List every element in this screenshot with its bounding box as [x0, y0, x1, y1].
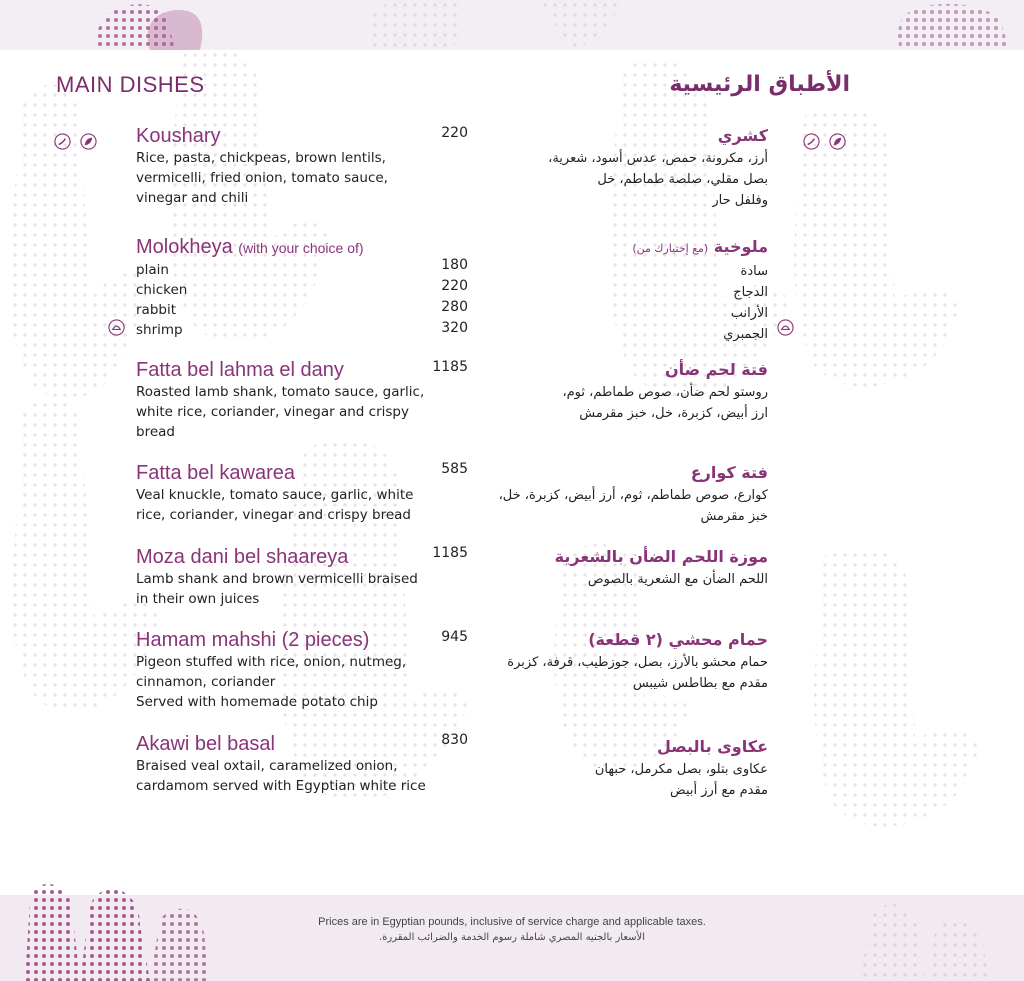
item-name-ar: حمام محشي (٢ قطعة) — [588, 630, 768, 649]
shellfish-icon — [777, 319, 794, 336]
menu-item-ar-koushary — [448, 124, 768, 211]
item-name-ar: كشري — [717, 126, 768, 145]
vegetarian-icon — [80, 133, 97, 150]
footer-note-ar: الأسعار بالجنيه المصري شاملة رسوم الخدمة والضرائب المقررة. — [378, 932, 646, 943]
item-price: 220 — [441, 125, 468, 141]
item-note: (with your choice of) — [238, 240, 364, 256]
footer-note-en: Prices are in Egyptian pounds, inclusive of service charge and applicable taxes. — [318, 916, 706, 928]
item-name-ar: ملوخية (مع إختيارك من) — [632, 237, 768, 256]
item-description-ar: اللحم الضأن مع الشعرية بالصوص — [587, 572, 768, 587]
item-name: Hamam mahshi (2 pieces) — [136, 629, 370, 651]
section-title-en: MAIN DISHES — [56, 72, 205, 97]
menu-item-akawi-basal — [136, 732, 426, 796]
item-description-ar: عكاوى بتلو، بصل مكرمل، حبهان مقدم مع أرز أبيض — [594, 762, 768, 798]
menu-item-fatta-kawarea — [136, 461, 426, 525]
item-description-ar: كوارع، صوص طماطم، ثوم، أرز أبيض، كزبرة، خل، خبز مقرمش — [498, 488, 768, 524]
item-description-ar: أرز، مكرونة، حمص، عدس أسود، شعرية، بصل مقلي، صلصة طماطم، خل وفلفل حار — [548, 151, 768, 208]
item-options-ar: سادة الدجاج الأرانب الجمبري — [723, 264, 768, 342]
item-description-ar: حمام محشو بالأرز، بصل، جوزطيب، قرفة، كزبرة مقدم مع بطاطس شيبس — [507, 655, 768, 691]
item-price: 830 — [441, 732, 468, 748]
option-price: 180 — [441, 257, 468, 273]
chili-icon — [54, 133, 71, 150]
menu-item-moza-dani — [136, 545, 426, 609]
item-name-ar: موزة اللحم الضأن بالشعرية — [554, 547, 768, 566]
item-name: Koushary — [136, 125, 221, 147]
item-price: 585 — [441, 461, 468, 477]
option-chicken: chicken — [136, 282, 188, 298]
item-name: Akawi bel basal — [136, 733, 275, 755]
item-description: Roasted lamb shank, tomato sauce, garlic, white rice, coriander, vinegar and crispy bread — [136, 384, 425, 440]
menu-item-molokheya — [136, 235, 426, 340]
menu-item-ar-hamam-mahshi — [448, 628, 768, 694]
item-description: Rice, pasta, chickpeas, brown lentils, vermicelli, fried onion, tomato sauce, vinegar and chili — [136, 150, 388, 206]
item-name: Fatta bel lahma el dany — [136, 359, 344, 381]
vegetarian-icon — [829, 133, 846, 150]
menu-item-ar-molokheya — [448, 235, 768, 345]
section-title-ar: الأطباق الرئيسية — [669, 72, 850, 97]
item-name: Fatta bel kawarea — [136, 462, 295, 484]
menu-item-ar-moza-dani — [448, 545, 768, 590]
item-name-ar: فتة كوارع — [690, 463, 768, 482]
option-price: 220 — [441, 278, 468, 294]
item-name-ar: فتة لحم ضأن — [664, 360, 768, 379]
item-description: Braised veal oxtail, caramelized onion, cardamom served with Egyptian white rice — [136, 758, 426, 794]
option-price: 320 — [441, 320, 468, 336]
menu-item-ar-fatta-kawarea — [448, 461, 768, 527]
item-name: Moza dani bel shaareya — [136, 546, 349, 568]
option-plain: plain — [136, 262, 169, 278]
chili-icon — [803, 133, 820, 150]
item-description: Pigeon stuffed with rice, onion, nutmeg, cinnamon, coriander Served with homemade potato chip — [136, 654, 407, 710]
menu-item-ar-fatta-lahma — [448, 358, 768, 424]
item-price: 1185 — [432, 545, 468, 561]
item-name-ar: عكاوى بالبصل — [656, 737, 768, 756]
menu-item-fatta-lahma — [136, 358, 426, 442]
item-description: Lamb shank and brown vermicelli braised in their own juices — [136, 571, 418, 607]
item-name: Molokheya (with your choice of) — [136, 236, 364, 258]
item-price: 1185 — [432, 359, 468, 375]
item-options — [136, 260, 426, 340]
item-description: Veal knuckle, tomato sauce, garlic, white rice, coriander, vinegar and crispy bread — [136, 487, 414, 523]
option-rabbit: rabbit — [136, 302, 177, 318]
menu-item-ar-akawi-basal — [448, 735, 768, 801]
item-description-ar: روستو لحم ضأن، صوص طماطم، ثوم، ارز أبيض، كزبرة، خل، خبز مقرمش — [562, 385, 768, 421]
menu-item-hamam-mahshi — [136, 628, 426, 712]
option-shrimp: shrimp — [136, 322, 183, 338]
menu-item-koushary — [136, 124, 426, 208]
shellfish-icon — [108, 319, 125, 336]
option-price: 280 — [441, 299, 468, 315]
item-price: 945 — [441, 629, 468, 645]
